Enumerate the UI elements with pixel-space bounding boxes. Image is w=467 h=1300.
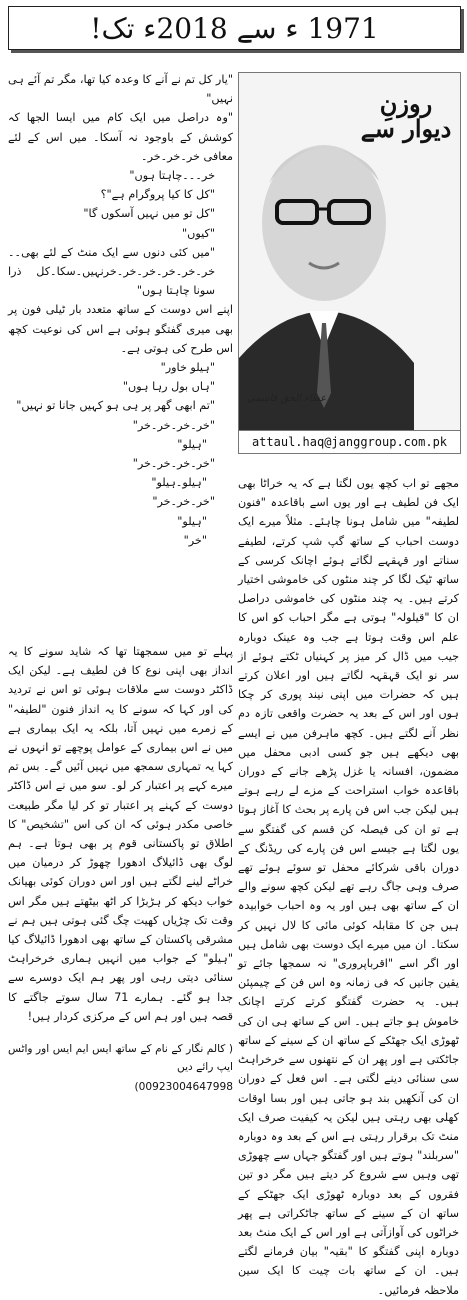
left-column-bottom xyxy=(8,642,233,1026)
phone-dialogue-line: "ہیلو خاور" xyxy=(160,361,215,375)
dialogue-line: "میں کئی دنوں سے ایک منٹ کے لئے بھی۔۔ خر۔خر۔خر۔خر۔خر۔خرنہیں۔سکا۔کل ذرا سونا چاہتا ہوں" xyxy=(8,245,215,298)
column-title: 1971 ء سے 2018ء تک! xyxy=(90,11,379,45)
paragraph: "وہ دراصل میں ایک کام میں ایسا الجھا کہ کوشش کے باوجود نہ آسکا۔ میں اس کے لئے معافی خر۔خر۔خر۔ xyxy=(8,111,233,163)
body-text: مجھے تو اب کچھ یوں لگتا ہے کہ یہ خراٹا بھی ایک فن لطیف ہے اور یوں اسے باقاعدہ "فنون لطیفہ" میں شامل ہونا چاہئے۔ مثلاً میرے ایک دوست احباب کے ساتھ گپ شپ کرتے، لطیفے سناتے اور قہقہے لگاتے ہوئے اچانک کرسی کے ساتھ ٹیک لگا کر چند منٹوں کی خاموشی اختیار کرتے ہیں۔ یہ چند منٹوں کی خاموشی دراصل ان کا "قیلولہ" ہوتی ہے مگر احباب کو اس کا علم اس وقت ہوتا ہے جب وہ عینک دوبارہ جیب میں ڈال کر میز پر کہنیاں ٹکتے ہوئے از سر نو ایک قہقہہ لگاتے ہیں اور اعلان کرتے ہیں کہ حضرات میں اپنی نیند پوری کر چکا ہوں اور اس کے بعد یہ حضرت واقعی تازہ دم نظر آنے لگتے ہیں۔ کچھ ماہرفن میں نے ایسے بھی دیکھے ہیں جو کسی ادبی محفل میں مضمون، افسانہ یا غزل پڑھے جانے کے دوران باقاعدہ خواب استراحت کے مزے لے رہے ہوتے ہیں لیکن جب اس فن پارے پر بحث کا آغاز ہوتا ہے تو ان کی فیصلہ کن قسم کی گفتگو سے یوں لگتا ہے جیسے اس فن پارے کی ریڈنگ کے دوران باقی شرکائے محفل تو سوئے ہوئے تھے صرف وہی جاگ رہے تھے لیکن کچھ سونے والے ان کے ساتھ بھی ہیں اور یہ وہ احباب خوابیدہ ہیں جن کا مقابلہ کوئی مائی کا لال نہیں کر سکتا۔ ان میں میرے ایک دوست بھی شامل ہیں اور اگر اسے "اقرباپروری" نہ سمجھا جائے تو یقین جانیں کہ فی زمانہ وہ اس فن کے چیمپئن ہیں۔ یہ حضرت گفتگو کرتے کرتے اچانک خاموش ہو جاتے ہیں۔ اس کے ساتھ ہی ان کی ٹھوڑی ایک جھٹکے کے ساتھ ان کے سینے کے ساتھ جاٹکتی ہے اور پھر ان کے نتھنوں سے خرخراہٹ سی سنائی دینے لگتی ہے۔ اس فعل کے دوران ان کی آنکھیں بند ہو جاتی ہیں اور بسا اوقات کھلی بھی رہتی ہیں لیکن یہ کیفیت صرف ایک منٹ تک برقرار رہتی ہے اس کے بعد وہ دوبارہ "سربلند" ہوتے ہیں اور گفتگو جہاں سے چھوڑی تھی وہیں سے شروع کر دیتے ہیں مگر دو تین فقروں کے بعد دوبارہ ٹھوڑی ایک جھٹکے کے ساتھ ان کے سینے کے ساتھ جاٹکراتی ہے پھر خراٹوں کی آوازآتی ہے اور اس کے ایک منٹ بعد دوبارہ اپنی گفتگو کا "بقیہ" بیان فرمانے لگتے ہیں۔ ان کے ساتھ بات چیت کا ایک سین ملاحظہ فرمائیں۔ xyxy=(238,477,459,1297)
column-logo-line1: روزنِ xyxy=(379,89,433,118)
phone-dialogue-line: "ہاں بول رہا ہوں" xyxy=(122,380,215,394)
phone-dialogue-line: "ہیلو۔ہیلو" xyxy=(151,476,207,490)
paragraph: "یار کل تم نے آنے کا وعدہ کیا تھا، مگر تم آئے ہی نہیں" xyxy=(8,73,233,106)
dialogue-line: "کیوں" xyxy=(182,226,215,240)
phone-dialogue-line: "تم ابھی گھر پر ہی ہو کہیں جانا تو نہیں" xyxy=(16,399,215,413)
dialogue-line: "کل تو میں نہیں آسکوں گا" xyxy=(83,207,215,221)
footer-phone: 00923004647998) xyxy=(134,1081,233,1093)
byline-box xyxy=(238,72,461,454)
dialogue-line: "کل کا کیا پروگرام ہے"؟ xyxy=(100,188,215,202)
paragraph: اپنے اس دوست کے ساتھ متعدد بار ٹیلی فون پر بھی میری گفتگو ہوئی ہے اس کی نوعیت کچھ اس طرح کی ہوتی ہے۔ xyxy=(8,303,233,355)
phone-dialogue-line: "خر۔خر۔خر۔خر" xyxy=(132,418,215,432)
phone-dialogue-line: "خر۔خر۔خر۔خر" xyxy=(132,457,215,471)
body-text: پہلے تو میں سمجھتا تھا کہ شاید سونے کا یہ انداز بھی اپنی نوع کا فن لطیف ہے۔ لیکن ایک ڈاکٹر دوست سے ملاقات ہوئی تو اس نے تردید کی اور کہا کہ سونے کا یہ انداز فنون "لطیفہ" کے زمرے میں نہیں آتا، بلکہ یہ ایک بیماری ہے میں نے اس بیماری کے عوامل پوچھے تو انہوں نے کہا یہ تمہاری سمجھ میں نہیں آئیں گے۔ بس تم میرے کہے پر اعتبار کر لو۔ سو میں نے اس ڈاکٹر دوست کے کہنے پر اعتبار تو کر لیا مگر طبیعت خاصی مکدر ہوئی کہ ان کی اس "تشخیص" کا اطلاق تو پاکستانی قوم پر بھی ہوتا ہے۔ ہم لوگ بھی ڈائیلاگ ادھورا چھوڑ کر درمیان میں خراٹے لینے لگتے ہیں اور اس دوران کوئی بھیانک خواب دیکھ کر ہڑبڑا کر اٹھ بیٹھتے ہیں مگر اس وقت تک چڑیاں کھیت چگ گئی ہوتی ہیں ہم نے مشرقی پاکستان کے ساتھ بھی ادھورا ڈائیلاگ کیا "ہیلو" کے جواب میں انہیں ہماری خرخراہٹ سنائی دیتی رہی اور پھر ہم ایک دوسرے سے جدا ہو گئے۔ ہمارے 71 سال سوتے جاگتے کا قصہ ہیں اور ہم اس کے مرکزی کردار ہیں! xyxy=(8,645,233,1023)
dialogue-line: خر۔۔۔چاہتا ہوں" xyxy=(129,169,215,183)
author-signature: عطاء الحق قاسمی xyxy=(247,393,327,404)
title-banner xyxy=(8,6,461,50)
column-logo-line2: دیوار سے xyxy=(360,114,452,144)
footer-note: ( کالم نگار کے نام کے ساتھ ایس ایم ایس اور واٹس ایپ رائے دیں xyxy=(8,1043,233,1073)
phone-dialogue-line: "ہیلو" xyxy=(177,437,207,451)
phone-dialogue-line: "ہیلو" xyxy=(177,514,207,528)
phone-dialogue-line: "خر۔خر۔خر" xyxy=(152,495,215,509)
author-email: attaul.haq@janggroup.com.pk xyxy=(239,430,460,453)
right-column xyxy=(238,474,459,1300)
left-column-top xyxy=(8,70,233,550)
column-logo xyxy=(360,89,452,144)
phone-dialogue-line: "خر" xyxy=(183,533,207,547)
